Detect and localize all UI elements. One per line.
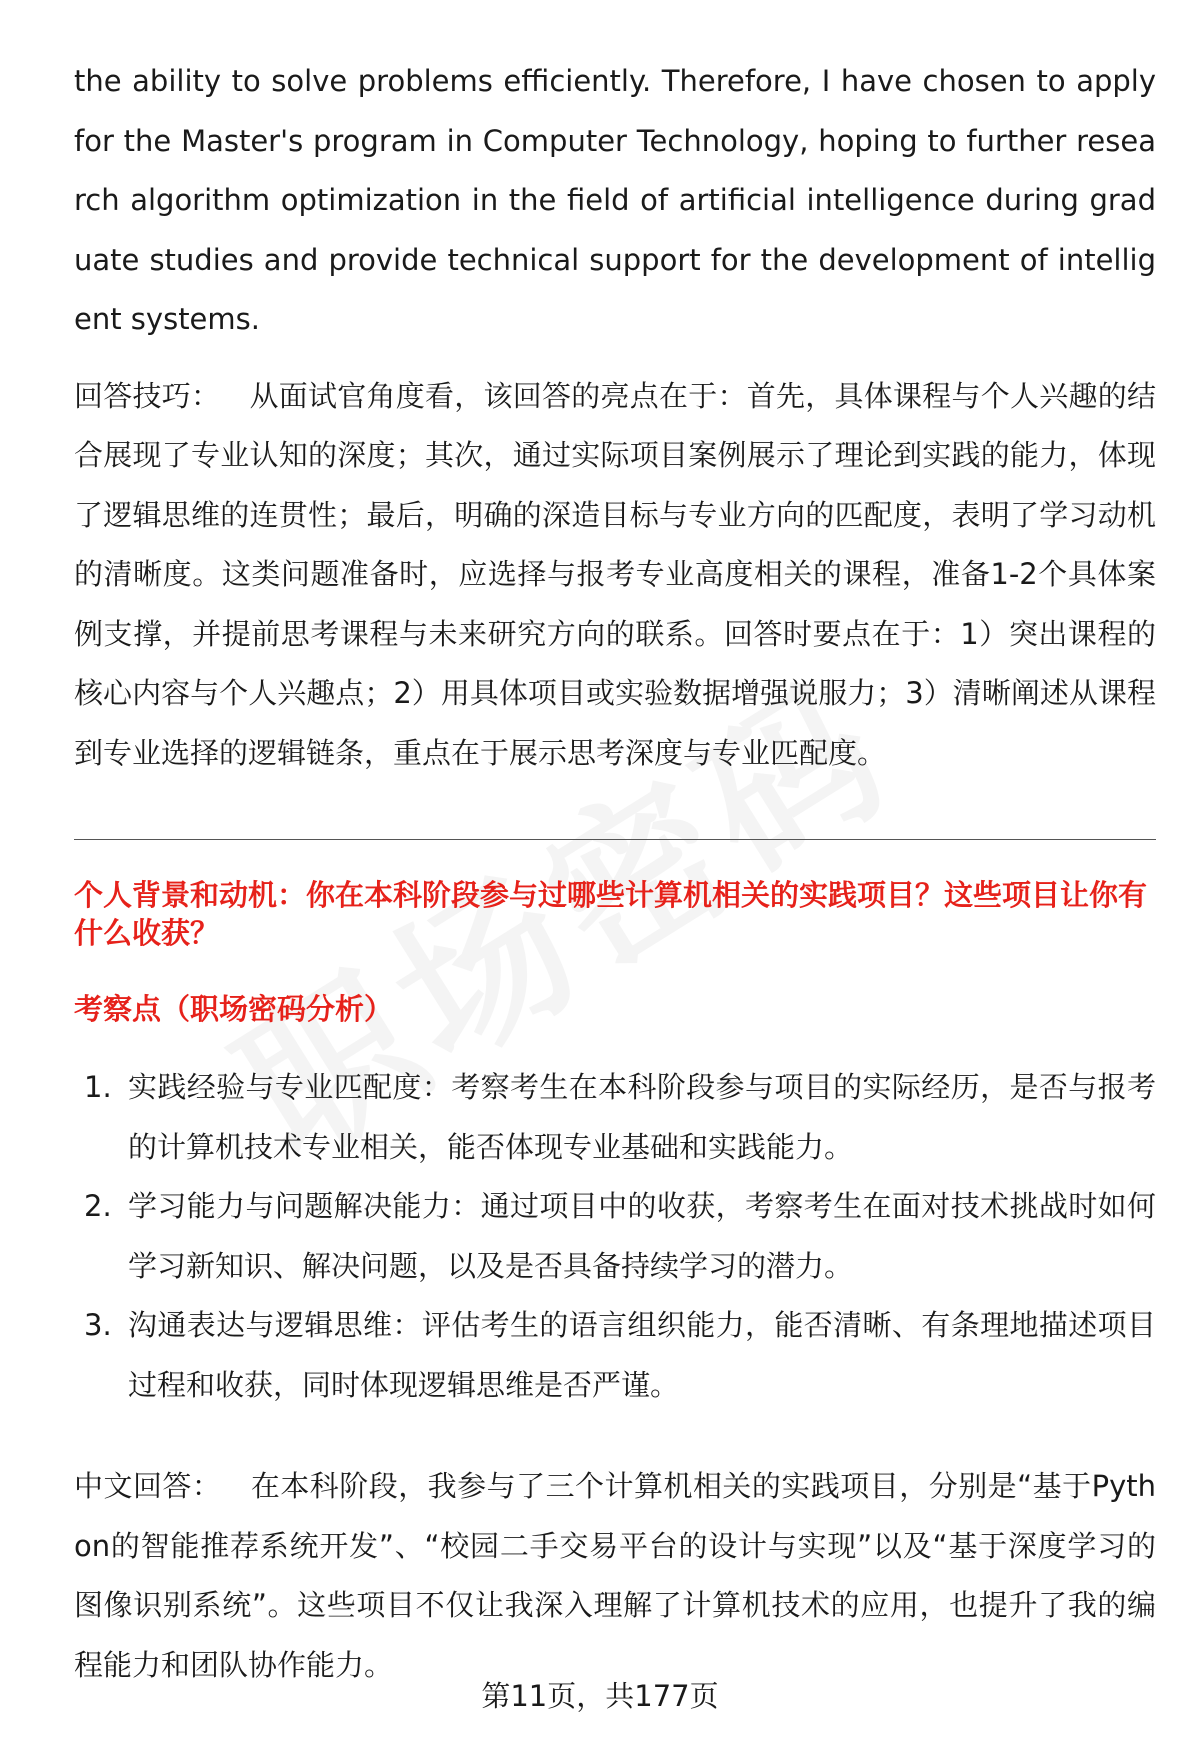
answer-paragraph: [74, 1457, 1156, 1695]
tips-text: 从面试官角度看，该回答的亮点在于：首先，具体课程与个人兴趣的结合展现了专业认知的深度；其次，通过实际项目案例展示了理论到实践的能力，体现了逻辑思维的连贯性；最后，明确的深造目标与专业方向的匹配度，表明了学习动机的清晰度。这类问题准备时，应选择与报考专业高度相关的课程，准备1-2个具体案例支撑，并提前思考课程与未来研究方向的联系。回答时要点在于：1）突出课程的核心内容与个人兴趣点；2）用具体项目或实验数据增强说服力；3）清晰阐述从课程到专业选择的逻辑链条，重点在于展示思考深度与专业匹配度。: [74, 378, 1156, 770]
analysis-heading: 考察点（职场密码分析）: [74, 992, 394, 1026]
question-title: 个人背景和动机：你在本科阶段参与过哪些计算机相关的实践项目？这些项目让你有什么收获？: [74, 878, 1148, 950]
list-item: [74, 1177, 1156, 1296]
list-item: [74, 1296, 1156, 1415]
answer-text: 在本科阶段，我参与了三个计算机相关的实践项目，分别是“基于Python的智能推荐系统开发”、“校园二手交易平台的设计与实现”以及“基于深度学习的图像识别系统”。这些项目不仅让我深入理解了计算机技术的应用，也提升了我的编程能力和团队协作能力。: [74, 1469, 1156, 1682]
list-item-text: 沟通表达与逻辑思维：评估考生的语言组织能力，能否清晰、有条理地描述项目过程和收获，同时体现逻辑思维是否严谨。: [128, 1308, 1156, 1402]
tips-label: 回答技巧：: [74, 378, 221, 413]
tips-paragraph: [74, 367, 1156, 784]
list-item-number: 1.: [84, 1070, 112, 1104]
list-item-text: 学习能力与问题解决能力：通过项目中的收获，考察考生在面对技术挑战时如何学习新知识、解决问题，以及是否具备持续学习的潜力。: [128, 1189, 1156, 1283]
analysis-list: [74, 1058, 1156, 1415]
list-item-number: 2.: [84, 1189, 112, 1223]
list-item-text: 实践经验与专业匹配度：考察考生在本科阶段参与项目的实际经历，是否与报考的计算机技术专业相关，能否体现专业基础和实践能力。: [128, 1070, 1156, 1164]
section-divider: [74, 839, 1156, 840]
page-footer: 第11页，共177页: [481, 1679, 719, 1713]
list-item-number: 3.: [84, 1308, 112, 1342]
document-page: [74, 52, 1156, 1695]
intro-paragraph: the ability to solve problems efficiently. Therefore, I have chosen to apply for the Master's program in Computer Technology, hoping to further research algorithm optimization in the field of artificial intelligence during graduate studies and provide technical support for the development of intelligent systems.: [74, 64, 1156, 336]
answer-label: 中文回答：: [74, 1469, 222, 1503]
list-item: [74, 1058, 1156, 1177]
